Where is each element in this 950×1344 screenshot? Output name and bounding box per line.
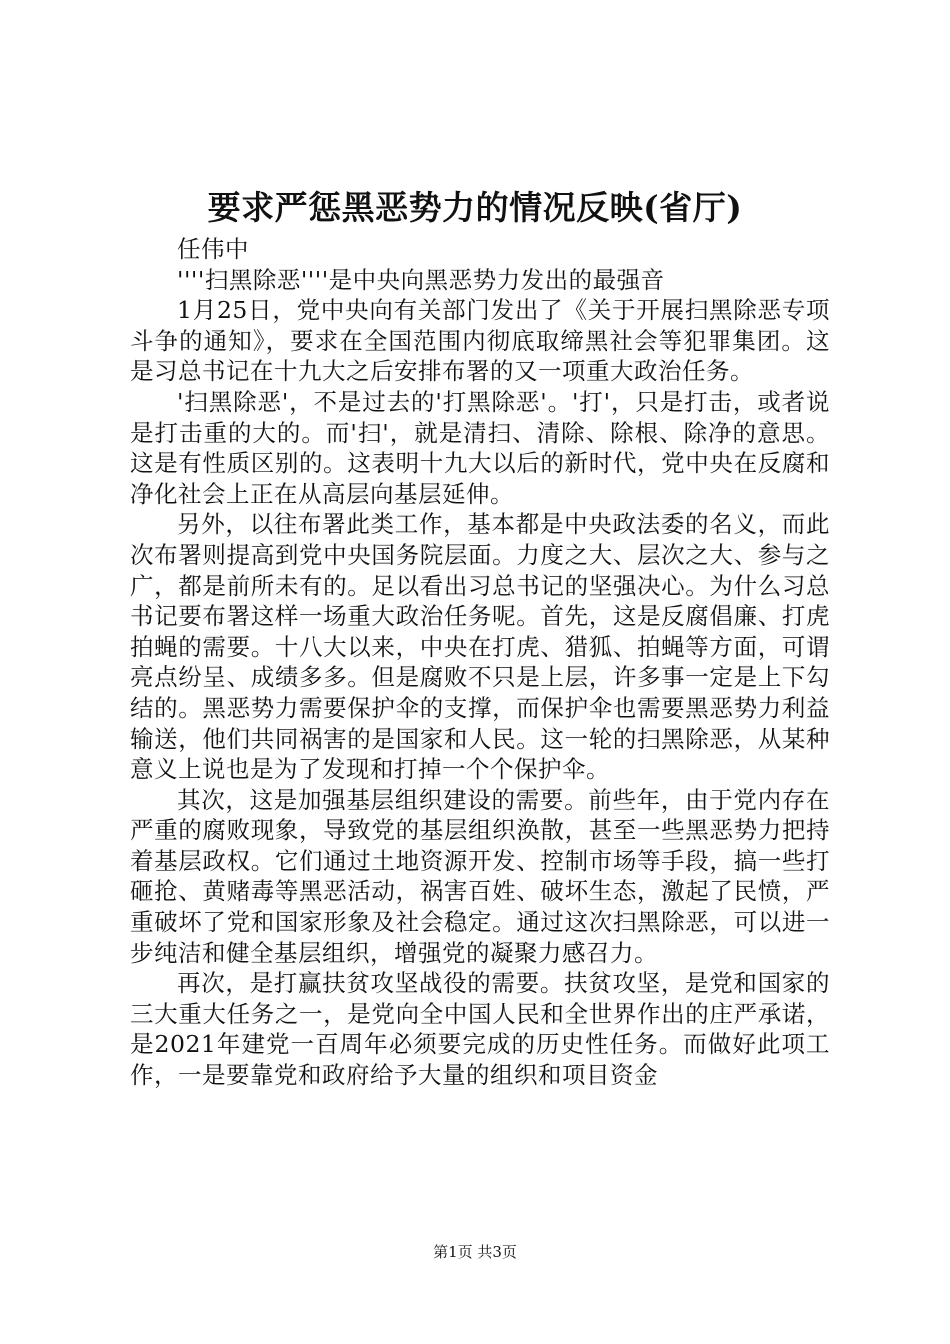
paragraph: '扫黑除恶'，不是过去的'打黑除恶'。'打'，只是打击，或者说是打击重的大的。而'扫'，就是清扫、清除、除根、除净的意思。这是有性质区别的。这表明十九大以后的新时代，党中央在反腐和净化社会上正在从高层向基层延伸。 [130,387,830,508]
paragraph: 1月25日，党中央向有关部门发出了《关于开展扫黑除恶专项斗争的通知》，要求在全国范围内彻底取缔黑社会等犯罪集团。这是习总书记在十九大之后安排布署的又一项重大政治任务。 [130,296,830,386]
paragraph: 再次，是打赢扶贫攻坚战役的需要。扶贫攻坚，是党和国家的三大重大任务之一，是党向全中国人民和全世界作出的庄严承诺，是2021年建党一百周年必须要完成的历史性任务。而做好此项工作，一是要靠党和政府给予大量的组织和项目资金 [130,969,830,1090]
document-body [130,234,830,1091]
paragraph: 另外，以往布署此类工作，基本都是中央政法委的名义，而此次布署则提高到党中央国务院层面。力度之大、层次之大、参与之广，都是前所未有的。足以看出习总书记的坚强决心。为什么习总书记要布署这样一场重大政治任务呢。首先，这是反腐倡廉、打虎拍蝇的需要。十八大以来，中央在打虎、猎狐、拍蝇等方面，可谓亮点纷呈、成绩多多。但是腐败不只是上层，许多事一定是上下勾结的。黑恶势力需要保护伞的支撑，而保护伞也需要黑恶势力利益输送，他们共同祸害的是国家和人民。这一轮的扫黑除恶，从某种意义上说也是为了发现和打掉一个个保护伞。 [130,510,830,784]
paragraph: 其次，这是加强基层组织建设的需要。前些年，由于党内存在严重的腐败现象，导致党的基层组织涣散，甚至一些黑恶势力把持着基层政权。它们通过土地资源开发、控制市场等手段，搞一些打砸抢、黄赌毒等黑恶活动，祸害百姓、破坏生态，激起了民愤，严重破坏了党和国家形象及社会稳定。通过这次扫黑除恶，可以进一步纯洁和健全基层组织，增强党的凝聚力感召力。 [130,785,830,967]
page-number-footer: 第1页 共3页 [433,1243,517,1261]
document-title: 要求严惩黑恶势力的情况反映(省厅) [207,188,743,227]
author-line: 任伟中 [177,235,249,263]
paragraph: ''''扫黑除恶''''是中央向黑恶势力发出的最强音 [177,265,665,294]
